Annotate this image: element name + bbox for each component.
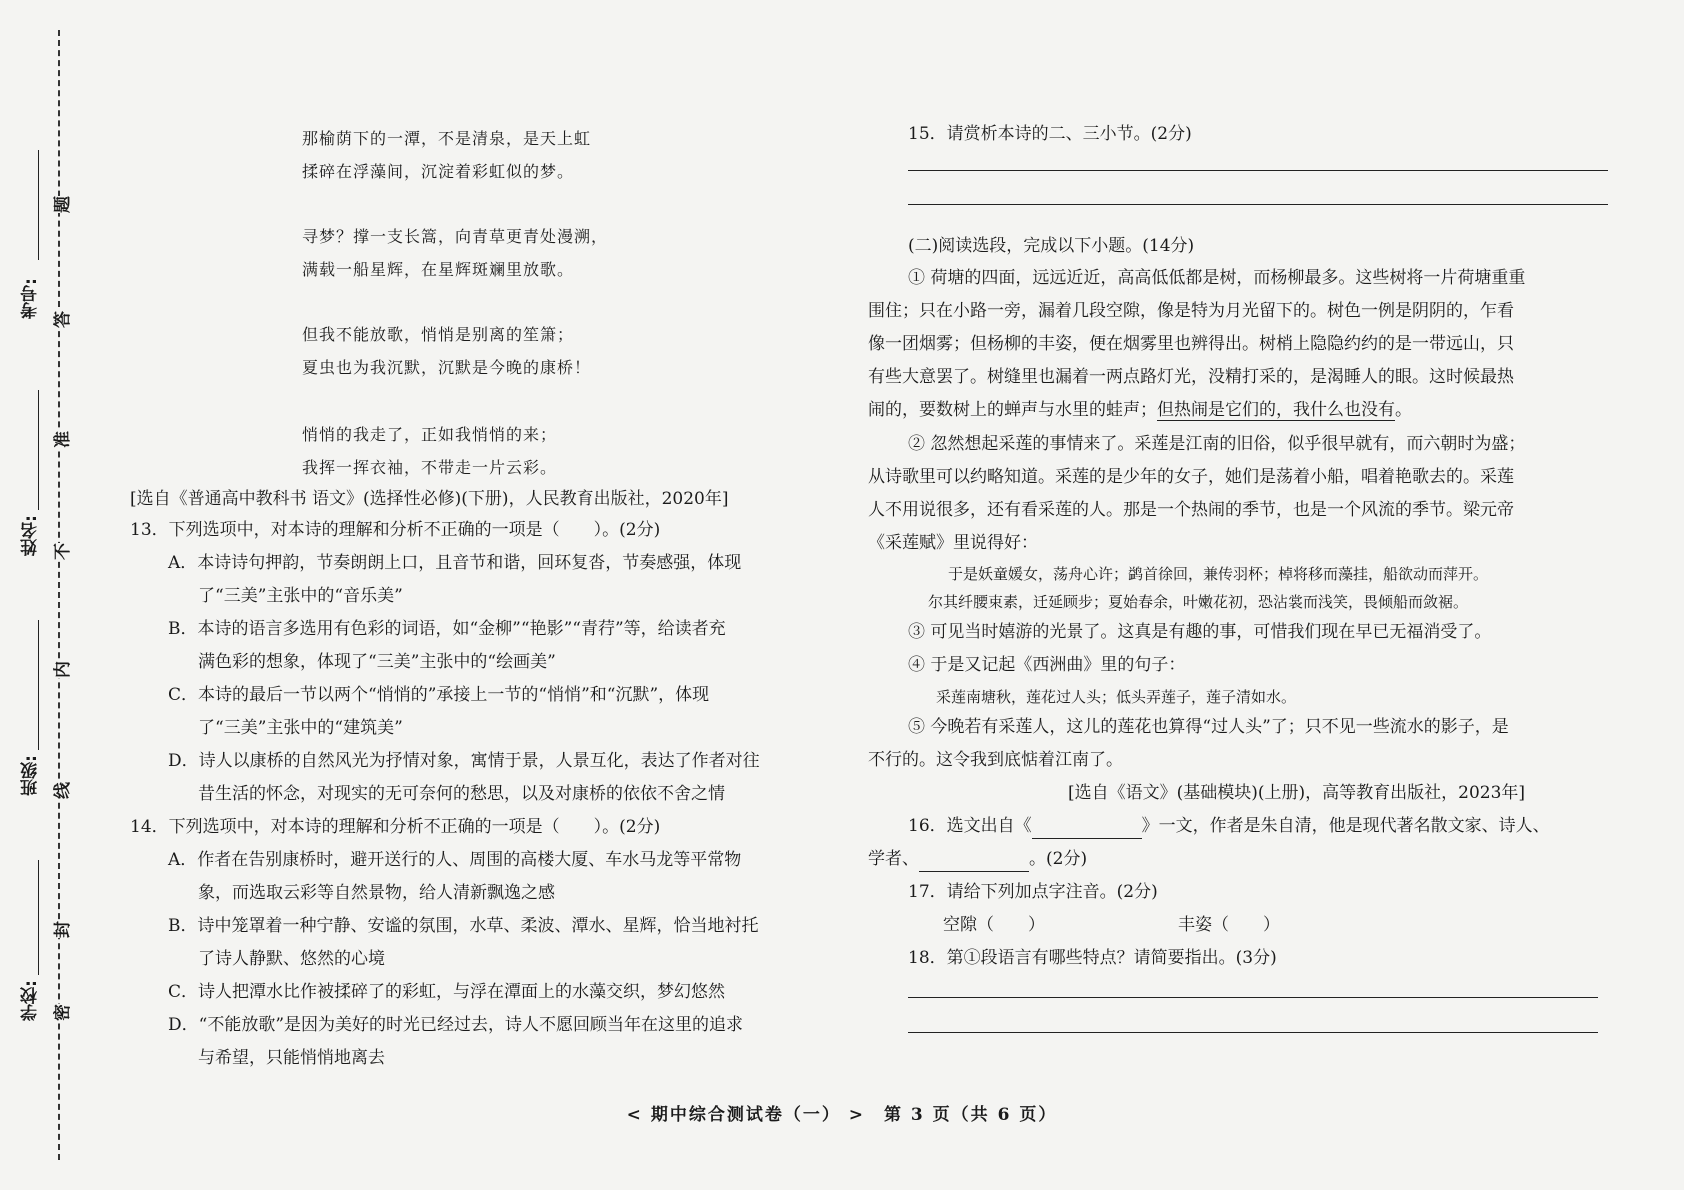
poem-line: 揉碎在浮藻间，沉淀着彩虹似的梦。 (302, 162, 575, 181)
para2-line: 从诗歌里可以约略知道。采莲的是少年的女子，她们是荡着小船，唱着艳歌去的。采莲 (868, 467, 1514, 487)
poem-line: 夏虫也为我沉默，沉默是今晚的康桥！ (302, 358, 592, 377)
section2-header: (二)阅读选段，完成以下小题。(14分) (908, 236, 1195, 256)
q16-text: 。(2分) (1029, 849, 1088, 869)
seal-char: 题 (46, 196, 75, 213)
para1-underlined-sentence: 但热闹是它们的，我什么也没有 (1157, 400, 1395, 420)
school-label: 学校: (21, 980, 41, 1021)
q17-item-2[interactable]: 丰姿（ ） (1178, 915, 1280, 935)
poem-stanza-3 (302, 318, 591, 384)
school-line (38, 860, 39, 975)
para2-line: 人不用说很多，还有看采莲的人。那是一个热闹的季节，也是一个风流的季节。梁元帝 (868, 500, 1514, 520)
para3: ③ 可见当时嬉游的光景了。这真是有趣的事，可惜我们现在早已无福消受了。 (908, 622, 1492, 642)
name-line (38, 390, 39, 510)
class-line (38, 620, 39, 750)
q13-option-b-cont: 满色彩的想象，体现了“三美”主张中的“绘画美” (198, 652, 556, 672)
q14-option-a-cont: 象，而选取云彩等自然景物，给人清新飘逸之感 (198, 883, 555, 903)
quote2: 采莲南塘秋，莲花过人头；低头弄莲子，莲子清如水。 (936, 688, 1297, 706)
poem-stanza-2 (302, 220, 608, 286)
name-label: 姓名: (21, 515, 41, 556)
q15-answer-line[interactable] (908, 204, 1608, 205)
seal-char: 内 (46, 661, 75, 678)
seal-char: 不 (46, 543, 75, 560)
quote1-line: 尔其纤腰束素，迁延顾步；夏始春余，叶嫩花初，恐沾裳而浅笑，畏倾船而敛裾。 (928, 593, 1469, 611)
q13-stem: 13．下列选项中，对本诗的理解和分析不正确的一项是（ ）。(2分) (130, 520, 661, 540)
q18-stem: 18．第①段语言有哪些特点？请简要指出。(3分) (908, 948, 1277, 968)
exam-no-label: 考号: (21, 278, 41, 319)
q16-text: 》一文，作者是朱自清，他是现代著名散文家、诗人、 (1141, 816, 1550, 836)
para1-line: 像一团烟雾；但杨柳的丰姿，便在烟雾里也辨得出。树梢上隐隐约约的是一带远山，只 (868, 334, 1514, 354)
q16-blank-identity[interactable] (919, 847, 1029, 872)
poem-source: [选自《普通高中教科书 语文》(选择性必修)(下册)，人民教育出版社，2020年] (130, 489, 729, 509)
para1-line: 有些大意罢了。树缝里也漏着一两点路灯光，没精打采的，是渴睡人的眼。这时候最热 (868, 367, 1514, 387)
exam-no-line (38, 150, 39, 260)
binding-margin (0, 0, 80, 1190)
q14-option-d: D．“不能放歌”是因为美好的时光已经过去，诗人不愿回顾当年在这里的追求 (168, 1015, 744, 1035)
para1-text: 闹的，要数树上的蝉声与水里的蛙声； (868, 400, 1157, 420)
para5-line: ⑤ 今晚若有采莲人，这儿的莲花也算得“过人头”了；只不见一些流水的影子，是 (908, 717, 1509, 737)
para2-line: 《采莲赋》里说得好： (868, 533, 1038, 553)
q14-option-c: C．诗人把潭水比作被揉碎了的彩虹，与浮在潭面上的水藻交织，梦幻悠然 (168, 982, 726, 1002)
poem-stanza-1 (302, 122, 591, 188)
para4: ④ 于是又记起《西洲曲》里的句子： (908, 655, 1186, 675)
q18-answer-line[interactable] (908, 1032, 1598, 1033)
seal-char: 密 (46, 1004, 75, 1021)
q14-option-b-cont: 了诗人静默、悠然的心境 (198, 949, 385, 969)
q17-item-1[interactable]: 空隙（ ） (943, 915, 1045, 935)
para5-line: 不行的。这令我到底惦着江南了。 (868, 750, 1123, 770)
q13-option-a: A．本诗诗句押韵，节奏朗朗上口，且音节和谐，回环复沓，节奏感强，体现 (168, 553, 742, 573)
q13-option-d: D．诗人以康桥的自然风光为抒情对象，寓情于景，人景互化，表达了作者对往 (168, 751, 760, 771)
q16-line1 (908, 814, 1550, 839)
seal-char: 答 (46, 311, 75, 328)
para1-line: ① 荷塘的四面，远远近近，高高低低都是树，而杨柳最多。这些树将一片荷塘重重 (908, 268, 1526, 288)
poem-line: 但我不能放歌，悄悄是别离的笙箫； (302, 325, 575, 344)
q18-answer-line[interactable] (908, 997, 1598, 998)
q14-stem: 14．下列选项中，对本诗的理解和分析不正确的一项是（ ）。(2分) (130, 817, 661, 837)
poem-line: 那榆荫下的一潭，不是清泉，是天上虹 (302, 129, 592, 148)
quote1-line: 于是妖童媛女，荡舟心许；鹢首徐回，兼传羽杯；棹将移而藻挂，船欲动而萍开。 (948, 565, 1489, 583)
q13-option-d-cont: 昔生活的怀念，对现实的无可奈何的愁思，以及对康桥的依依不舍之情 (198, 784, 725, 804)
para1-end: 。 (1395, 400, 1412, 420)
q14-option-d-cont: 与希望，只能悄悄地离去 (198, 1048, 385, 1068)
seal-char: 准 (46, 431, 75, 448)
q13-option-c-cont: 了“三美”主张中的“建筑美” (198, 718, 403, 738)
q17-stem: 17．请给下列加点字注音。(2分) (908, 882, 1158, 902)
q16-line2 (868, 847, 1087, 872)
class-label: 班级: (21, 755, 41, 796)
seal-char: 封 (46, 921, 75, 938)
q13-option-c: C．本诗的最后一节以两个“悄悄的”承接上一节的“悄悄”和“沉默”，体现 (168, 685, 710, 705)
q15-answer-line[interactable] (908, 170, 1608, 171)
q16-text: 16．选文出自《 (908, 816, 1032, 836)
para2-line: ② 忽然想起采莲的事情来了。采莲是江南的旧俗，似乎很早就有，而六朝时为盛； (908, 434, 1526, 454)
q15-stem: 15．请赏析本诗的二、三小节。(2分) (908, 124, 1192, 144)
poem-line: 悄悄的我走了，正如我悄悄的来； (302, 425, 558, 444)
q16-blank-title[interactable] (1032, 814, 1142, 839)
para1-line: 围住；只在小路一旁，漏着几段空隙，像是特为月光留下的。树色一例是阴阴的，乍看 (868, 301, 1514, 321)
poem-line: 满载一船星辉，在星辉斑斓里放歌。 (302, 260, 575, 279)
poem-line: 寻梦？撑一支长篙，向青草更青处漫溯， (302, 227, 609, 246)
q13-option-a-cont: 了“三美”主张中的“音乐美” (198, 586, 403, 606)
para1-last-line (868, 398, 1412, 422)
poem-line: 我挥一挥衣袖，不带走一片云彩。 (302, 458, 558, 477)
passage-source: [选自《语文》(基础模块)(上册)，高等教育出版社，2023年] (1068, 783, 1526, 803)
q13-option-b: B．本诗的语言多选用有色彩的词语，如“金柳”“艳影”“青荇”等，给读者充 (168, 619, 726, 639)
page-footer: < 期中综合测试卷（一） > 第 3 页（共 6 页） (626, 1105, 1058, 1125)
q14-option-a: A．作者在告别康桥时，避开送行的人、周围的高楼大厦、车水马龙等平常物 (168, 850, 742, 870)
seal-char: 线 (46, 782, 75, 799)
q14-option-b: B．诗中笼罩着一种宁静、安谧的氛围，水草、柔波、潭水、星辉，恰当地衬托 (168, 916, 759, 936)
q16-text: 学者、 (868, 849, 919, 869)
poem-stanza-4 (302, 418, 557, 484)
